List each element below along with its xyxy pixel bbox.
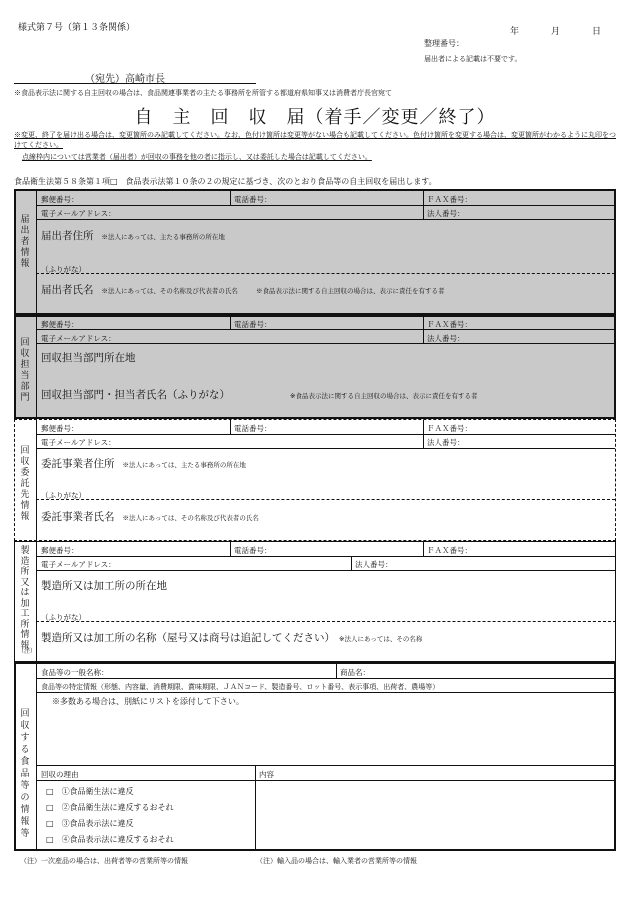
manufacturer-phone-field[interactable]: 電話番号： <box>234 546 272 555</box>
manufacturer-side-label: 製造所又は加工所情報 <box>20 546 30 651</box>
legal-basis: 食品衛生法第５８条第１項□ 食品表示法第１０条の２の規定に基づき、次のとおり食品等の自主回収を届出します。 <box>14 177 437 186</box>
general-name-field[interactable]: 食品等の一般名称： <box>41 668 109 677</box>
department-name-label: 回収担当部門・担当者氏名（ふりがな） <box>41 389 230 401</box>
department-fax-field[interactable]: ＦＡＸ番号： <box>427 320 472 329</box>
date-month: 月 <box>551 27 561 37</box>
applicant-name-note: ※法人にあっては、その名称及び代表者の氏名 <box>101 287 238 295</box>
contractor-name-note: ※法人にあっては、その名称及び代表者の氏名 <box>122 514 259 522</box>
department-corp-field[interactable]: 法人番号： <box>427 334 465 343</box>
contractor-address-label: 委託事業者住所 <box>41 458 115 470</box>
contractor-email-field[interactable]: 電子メールアドレス： <box>41 438 116 447</box>
manufacturer-email-field[interactable]: 電子メールアドレス： <box>41 560 116 569</box>
specific-info-label: 食品等の特定情報（形態、内容量、消費期限、賞味期限、ＪＡＮコード、製造番号、ロット番号、表示事項、出荷者、農場等） <box>41 683 440 691</box>
form-number: 様式第７号（第１３条関係） <box>18 23 136 33</box>
department-postal-field[interactable]: 郵便番号： <box>41 320 79 329</box>
contractor-name-label: 委託事業者氏名 <box>41 511 115 523</box>
contractor-corp-field[interactable]: 法人番号： <box>427 438 465 447</box>
manufacturer-fax-field[interactable]: ＦＡＸ番号： <box>427 546 472 555</box>
instruction-text: ※変更、終了を届け出る場合は、変更箇所のみ記載してください。なお、色付け箇所は変更等がない場合も記載してください。色付け箇所を変更する場合は、変更箇所がわかるように丸印をつけてください。 <box>14 131 616 149</box>
manufacturer-location-field[interactable]: 製造所又は加工所の所在地 <box>41 580 167 592</box>
recall-content-header: 内容 <box>259 770 274 779</box>
applicant-name-note2: ※食品表示法に関する自主回収の場合は、表示に責任を有する者 <box>255 287 445 295</box>
date-day: 日 <box>592 27 602 37</box>
applicant-postal-field[interactable]: 郵便番号： <box>41 195 79 204</box>
recall-reason-header: 回収の理由 <box>41 770 79 779</box>
reason-option[interactable] <box>46 786 134 797</box>
reason-label: ③食品表示法に違反 <box>61 819 134 828</box>
department-name-note: ※食品表示法に関する自主回収の場合は、表示に責任を有する者 <box>290 392 478 400</box>
dotted-frame-instruction: 点線枠内については営業者（届出者）が回収の事務を他の者に指示し、又は委託した場合は記載してください。 <box>22 153 372 161</box>
addressee: （宛先）高崎市長 <box>85 74 165 85</box>
department-name-field[interactable] <box>41 387 477 402</box>
checkbox-icon: □ <box>46 835 54 844</box>
manufacturer-furigana-field[interactable]: （ふりがな） <box>41 613 86 622</box>
reason-option[interactable] <box>46 818 134 829</box>
contractor-address-note: ※法人にあっては、主たる事務所の所在地 <box>122 461 246 469</box>
checkbox-icon: □ <box>46 819 54 828</box>
manufacturer-postal-field[interactable]: 郵便番号： <box>41 546 79 555</box>
contractor-side-label: 回収委託先情報 <box>20 446 30 522</box>
applicant-address-field[interactable] <box>41 228 225 243</box>
manufacturer-corp-field[interactable]: 法人番号： <box>355 560 393 569</box>
footer-note-primary: （注）一次産品の場合は、出荷者等の営業所等の情報 <box>20 857 188 865</box>
reference-note: 届出者による記載は不要です。 <box>424 55 522 63</box>
applicant-corp-field[interactable]: 法人番号： <box>427 209 465 218</box>
manufacturer-name-note: ※法人にあっては、その名称 <box>339 635 423 643</box>
reason-label: ④食品表示法に違反するおそれ <box>61 835 174 844</box>
department-email-field[interactable]: 電子メールアドレス： <box>41 334 116 343</box>
reference-number: 整理番号： <box>424 39 464 48</box>
contractor-name-field[interactable] <box>41 509 259 524</box>
contractor-furigana-field[interactable]: （ふりがな） <box>41 491 86 500</box>
applicant-address-note: ※法人にあっては、主たる事務所の所在地 <box>101 233 225 241</box>
contractor-fax-field[interactable]: ＦＡＸ番号： <box>427 424 472 433</box>
applicant-name-field[interactable] <box>41 282 444 297</box>
product-side-label: 回収する食品等の情報等 <box>20 709 30 839</box>
reason-option[interactable] <box>46 802 174 813</box>
reason-label: ①食品衛生法に違反 <box>61 787 134 796</box>
footer-note-import: （注）輸入品の場合は、輸入業者の営業所等の情報 <box>256 857 417 865</box>
department-side-label: 回収担当部門 <box>20 338 30 403</box>
product-name-field[interactable]: 商品名： <box>340 668 370 677</box>
department-phone-field[interactable]: 電話番号： <box>234 320 272 329</box>
recall-content-field[interactable] <box>256 781 614 849</box>
contractor-phone-field[interactable]: 電話番号： <box>234 424 272 433</box>
applicant-address-label: 届出者住所 <box>41 230 94 242</box>
date-year: 年 <box>510 27 520 37</box>
many-items-note: ※多数ある場合は、別紙にリストを添付して下さい。 <box>52 697 244 706</box>
contractor-address-field[interactable] <box>41 456 246 471</box>
applicant-side-label: 届出者情報 <box>20 215 30 269</box>
manufacturer-name-field[interactable] <box>41 630 422 645</box>
applicant-phone-field[interactable]: 電話番号： <box>234 195 272 204</box>
manufacturer-name-label: 製造所又は加工所の名称（屋号又は商号は追記してください） <box>41 632 335 644</box>
addressee-note: ※食品表示法に関する自主回収の場合は、食品関連事業者の主たる事務所を所管する都道府県知事又は消費者庁長官宛て <box>14 89 392 97</box>
department-location-field[interactable]: 回収担当部門所在地 <box>41 352 136 364</box>
recall-department-section <box>14 315 616 419</box>
applicant-furigana-field[interactable]: （ふりがな） <box>41 265 86 274</box>
page-title: 自 主 回 収 届（着手／変更／終了） <box>134 107 496 128</box>
addressee-underline <box>14 83 256 84</box>
contractor-postal-field[interactable]: 郵便番号： <box>41 424 79 433</box>
specific-info-field[interactable] <box>36 694 615 764</box>
applicant-email-field[interactable]: 電子メールアドレス： <box>41 209 116 218</box>
checkbox-icon: □ <box>46 787 54 796</box>
reason-label: ②食品衛生法に違反するおそれ <box>61 803 174 812</box>
checkbox-icon: □ <box>46 803 54 812</box>
applicant-name-label: 届出者氏名 <box>41 284 94 296</box>
applicant-fax-field[interactable]: ＦＡＸ番号： <box>427 195 472 204</box>
reason-option[interactable] <box>46 834 174 845</box>
manufacturer-side-note: （注） <box>18 648 37 655</box>
